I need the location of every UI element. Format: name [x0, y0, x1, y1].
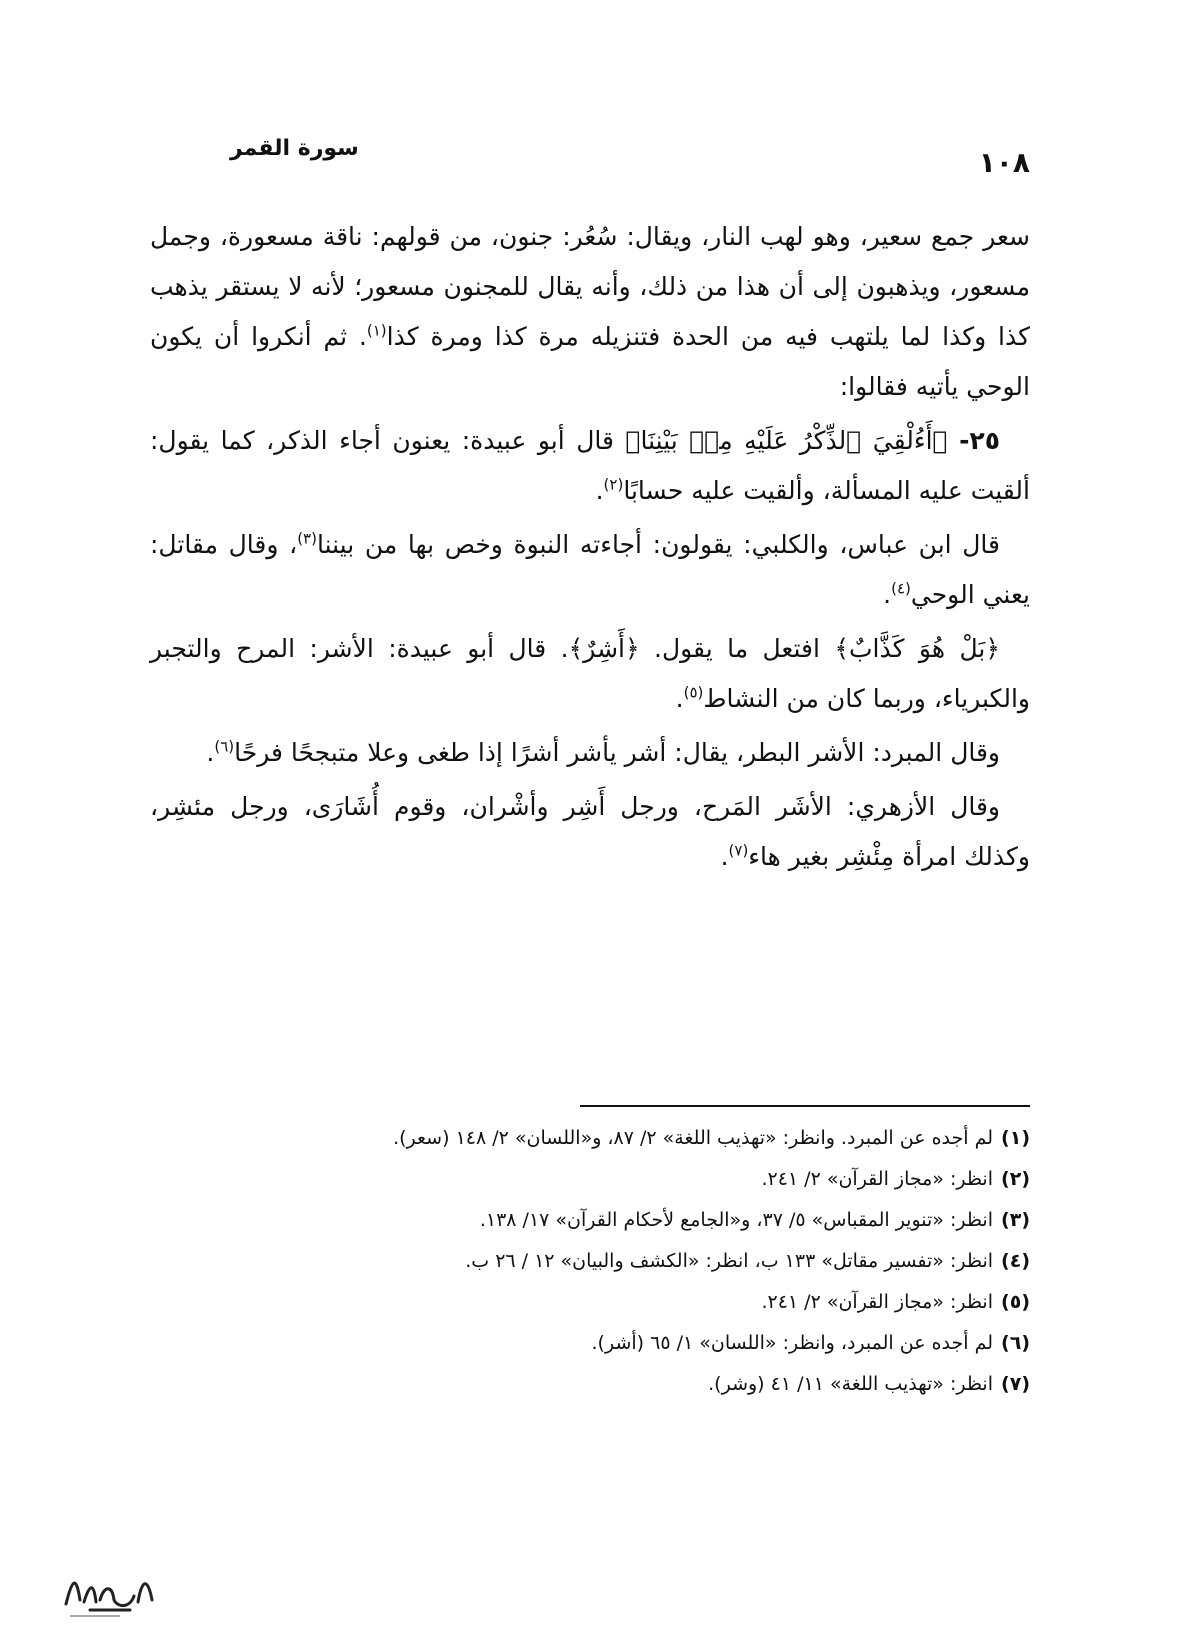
footnote-ref-4: (٤): [891, 579, 911, 598]
footnote: (٣)انظر: «تنوير المقباس» ٥/ ٣٧، و«الجامع لأحكام القرآن» ١٧/ ١٣٨.: [479, 1209, 1030, 1231]
footnote: (٥)انظر: «مجاز القرآن» ٢/ ٢٤١.: [761, 1291, 1030, 1313]
paragraph-4: ﴿بَلْ هُوَ كَذَّابٌ﴾ افتعل ما يقول. ﴿أَشِرٌ﴾. قال أبو عبيدة: الأشر: المرح والتجبر والكبرياء، وربما كان من النشاط$^{(٥)}$.: [150, 634, 1030, 713]
footnote: (١)لم أجده عن المبرد. وانظر: «تهذيب اللغة» ٢/ ٨٧، و«اللسان» ٢/ ١٤٨ (سعر).: [393, 1127, 1030, 1149]
footnote: (٤)انظر: «تفسير مقاتل» ١٣٣ ب، انظر: «الكشف والبيان» ١٢ / ٢٦ ب.: [465, 1250, 1030, 1272]
paragraph-6: وقال الأزهري: الأشَر المَرح، ورجل أَشِر وأشْران، وقوم أُشَارَى، ورجل مئشِر، وكذلك امرأة مِئْشِر بغير هاء$^{(٧)}$.: [150, 792, 1030, 871]
quran-quote-3: ﴿أَشِرٌ﴾: [568, 634, 640, 663]
footnote: (٢)انظر: «مجاز القرآن» ٢/ ٢٤١.: [761, 1168, 1030, 1190]
paragraph-4-mid: افتعل ما يقول.: [639, 634, 835, 663]
page-header: [150, 132, 1030, 182]
calligraphy-logo-icon: [60, 1560, 160, 1620]
quran-quote: ﴿أَءُلْقِيَ ٱلذِّكْرُ عَلَيْهِ مِنۢ بَيْنِنَا﴾: [625, 426, 948, 455]
paragraph-1-text: سعر جمع سعير، وهو لهب النار، ويقال: سُعُر: جنون، من قولهم: ناقة مسعورة، وجمل مسعور، ويذهبون إلى أن هذا من ذلك، وأنه يقال للمجنون مسعور؛ لأنه لا يستقر يذهب كذا وكذا لما يلتهب فيه من الحدة فتنزيله مرة كذا ومرة كذا: [150, 222, 1030, 351]
footnote-divider: [580, 1105, 1030, 1107]
paragraph-3: قال ابن عباس، والكلبي: يقولون: أجاءته النبوة وخص بها من بيننا$^{(٣)}$، وقال مقاتل: يعني الوحي$^{(٤)}$.: [150, 529, 1030, 609]
footnote-ref-6: (٦): [214, 737, 235, 756]
paragraph-2-text: قال أبو عبيدة: يعنون أجاء الذكر، كما يقول: ألقيت عليه المسألة، وألقيت عليه حسابًا: [150, 426, 1030, 505]
footnote-ref-7: (٧): [728, 841, 749, 860]
paragraph-5: وقال المبرد: الأشر البطر، يقال: أشر يأشر أشرًا إذا طغى وعلا متبجحًا فرحًا$^{(٦)}$.: [206, 737, 1000, 767]
paragraph-3-mid: ، وقال مقاتل: يعني الوحي: [150, 530, 1030, 609]
main-text: [150, 212, 1030, 886]
surah-title: سورة القمر: [230, 136, 359, 161]
paragraph-3-text: قال ابن عباس، والكلبي: يقولون: أجاءته النبوة وخص بها من بيننا: [316, 530, 1000, 559]
paragraph-4-text: . قال أبو عبيدة: الأشر: المرح والتجبر والكبرياء، وربما كان من النشاط: [150, 634, 1030, 713]
footnotes: [150, 1118, 1030, 1405]
footnote-ref-3: (٣): [297, 529, 317, 548]
paragraph-5-text: وقال المبرد: الأشر البطر، يقال: أشر يأشر أشرًا إذا طغى وعلا متبجحًا فرحًا: [234, 738, 1000, 767]
paragraph-1: [150, 212, 1030, 412]
paragraph-2: ٢٥- ﴿أَءُلْقِيَ ٱلذِّكْرُ عَلَيْهِ مِنۢ بَيْنِنَا﴾ قال أبو عبيدة: يعنون أجاء الذكر، كما يقول: ألقيت عليه المسألة، وألقيت عليه حسابًا$^{(٢)}$.: [150, 426, 1030, 505]
paragraph-6-text: وقال الأزهري: الأشَر المَرح، ورجل أَشِر وأشْران، وقوم أُشَارَى، ورجل مئشِر، وكذلك امرأة مِئْشِر بغير هاء: [150, 792, 1030, 871]
quran-quote-2: ﴿بَلْ هُوَ كَذَّابٌ﴾: [834, 634, 1000, 663]
footnote-ref-5: (٥): [683, 683, 704, 702]
verse-number: ٢٥-: [959, 426, 1000, 455]
footnote-ref-1: (١): [366, 321, 387, 340]
page-number: ١٠٨: [978, 146, 1030, 179]
footnote: (٦)لم أجده عن المبرد، وانظر: «اللسان» ١/ ٦٥ (أشر).: [591, 1332, 1030, 1354]
footnote-ref-2: (٢): [603, 475, 624, 494]
paragraph-1-tail: . ثم أنكروا أن يكون الوحي يأتيه فقالوا:: [150, 322, 1030, 401]
footnote: (٧)انظر: «تهذيب اللغة» ١١/ ٤١ (وشر).: [708, 1373, 1030, 1395]
